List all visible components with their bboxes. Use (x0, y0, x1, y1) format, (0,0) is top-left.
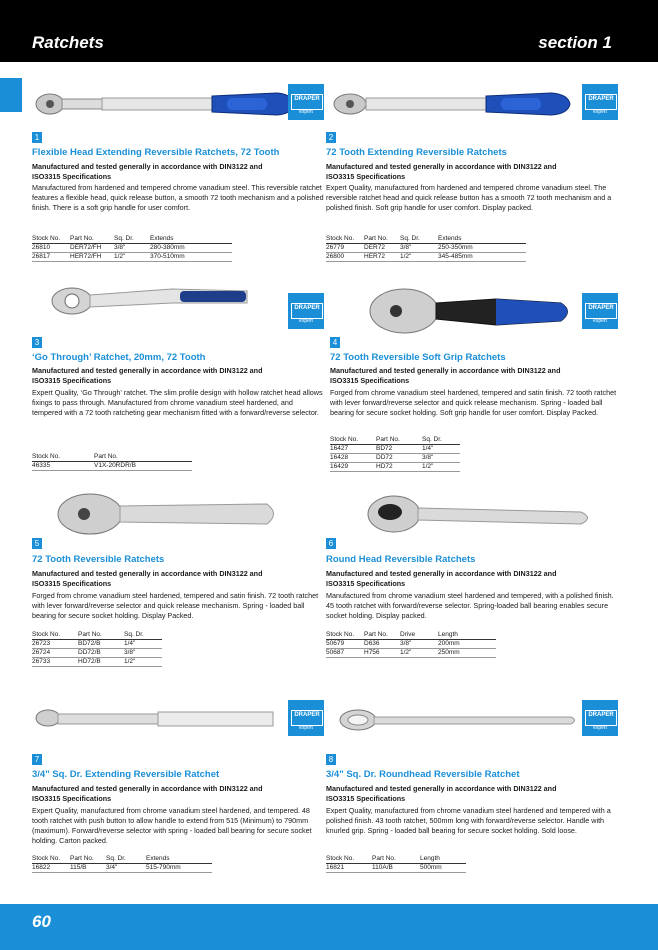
product-number: 6 (326, 538, 336, 549)
spec-table: Stock No. Part No. Sq. Dr. 16427 BD72 1/4" 16428 DD72 3/8" 16429 HD72 1/2" (330, 436, 460, 472)
page-footer (0, 904, 658, 950)
table-row: 26724 DD72/B 3/8" (32, 649, 162, 658)
spec-table: Stock No. Part No. Sq. Dr. 26723 BD72/B 1/4" 26724 DD72/B 3/8" 26733 HD72/B 1/2" (32, 631, 162, 667)
product-7-image (32, 700, 324, 752)
spec-table: Stock No. Part No. Sq. Dr. Extends 26779 DER72 3/8" 250-350mm 26800 HER72 1/2" 345-485mm (326, 235, 526, 262)
product-title: 3/4" Sq. Dr. Extending Reversible Ratchet (32, 769, 220, 780)
page-header (0, 0, 658, 62)
table-row: 26810 DER72/FH 3/8" 280-380mm (32, 244, 232, 253)
product-number: 1 (32, 132, 42, 143)
product-6-image (326, 492, 618, 544)
product-title: ‘Go Through’ Ratchet, 20mm, 72 Tooth (32, 352, 206, 363)
product-1-image (32, 78, 324, 130)
product-title: Flexible Head Extending Reversible Ratchets, 72 Tooth (32, 147, 280, 158)
standard-line-2: ISO3315 Specifications (326, 579, 406, 588)
product-title: 3/4" Sq. Dr. Roundhead Reversible Ratchet (326, 769, 520, 780)
product-description: Expert Quality, manufactured from hardened and tempered chrome vanadium steel. The reversible ratchet head and quick release button has a smooth 72 tooth mechanism and a polished finish. Soft grip handle for user comfort. Display packed. (326, 183, 612, 212)
draper-expert-logo: DRAPER expert (288, 293, 324, 329)
product-title: 72 Tooth Extending Reversible Ratchets (326, 147, 507, 158)
table-row: 26817 HER72/FH 1/2" 370-510mm (32, 253, 232, 262)
table-row: 16822 115/B 3/4" 515-790mm (32, 864, 212, 873)
table-row: 16427 BD72 1/4" (330, 445, 460, 454)
product-4 (326, 285, 618, 485)
product-description: Forged from chrome vanadium steel hardened, tempered and satin finish. 72 tooth ratchet with lever forward/reverse selector and quick release mechanism. Spring - loaded ball bearing for secure socket holding. Soft grip handle for user comfort. Display Packed. (330, 388, 617, 417)
draper-expert-logo: DRAPER expert (288, 84, 324, 120)
table-row: 26733 HD72/B 1/2" (32, 658, 162, 667)
table-row: 50687 H756 1/2" 250mm (326, 649, 496, 658)
product-2 (326, 78, 618, 268)
table-row: 26779 DER72 3/8" 250-350mm (326, 244, 526, 253)
product-number: 4 (330, 337, 340, 348)
product-number: 2 (326, 132, 336, 143)
draper-expert-logo: DRAPER expert (582, 84, 618, 120)
standard-line-1: Manufactured and tested generally in accordance with DIN3122 and (326, 162, 557, 171)
product-description: Expert Quality, manufactured from chrome vanadium steel hardened, and tempered. 48 tooth ratchet with push button to allow handle to extend from 515 (Minimum) to 790mm (maximum). Forward/reverse selector with spring - loaded ball bearing for secure socket holding. Carton packed. (32, 806, 312, 845)
product-number: 5 (32, 538, 42, 549)
standard-line-2: ISO3315 Specifications (326, 794, 406, 803)
standard-line-2: ISO3315 Specifications (32, 172, 112, 181)
side-tab (0, 78, 22, 112)
product-7 (32, 700, 324, 895)
draper-expert-logo: DRAPER expert (582, 700, 618, 736)
product-number: 7 (32, 754, 42, 765)
standard-line-2: ISO3315 Specifications (32, 376, 112, 385)
spec-table: Stock No. Part No. Sq. Dr. Extends 26810 DER72/FH 3/8" 280-380mm 26817 HER72/FH 1/2" 370-510mm (32, 235, 232, 262)
product-title: 72 Tooth Reversible Ratchets (32, 554, 165, 565)
product-1 (32, 78, 324, 268)
spec-table: Stock No. Part No. 46335 V1X-20RDR/B (32, 453, 192, 471)
product-description: Expert Quality, ‘Go Through’ ratchet. The slim profile design with hollow ratchet head allows fixings to pass through. Manufactured from chrome vanadium steel hardened, and tempered with a 72 tooth ratcheting gear mechanism fitted with a forward/reverse selector. (32, 388, 323, 417)
standard-line-2: ISO3315 Specifications (326, 172, 406, 181)
draper-expert-logo: DRAPER expert (582, 293, 618, 329)
product-8-image (326, 700, 618, 752)
product-8 (326, 700, 618, 895)
table-row: 16821 110A/B 500mm (326, 864, 466, 873)
standard-line-1: Manufactured and tested generally in accordance with DIN3122 and (32, 162, 263, 171)
product-3-image (32, 285, 324, 337)
product-5 (32, 492, 324, 692)
standard-line-2: ISO3315 Specifications (330, 376, 410, 385)
page-number: 60 (32, 912, 51, 931)
standard-line-1: Manufactured and tested generally in accordance with DIN3122 and (32, 366, 263, 375)
standard-line-2: ISO3315 Specifications (32, 794, 112, 803)
standard-line-1: Manufactured and tested generally in accordance with DIN3122 and (330, 366, 561, 375)
spec-table: Stock No. Part No. Drive Length 50679 D636 3/8" 200mm 50687 H756 1/2" 250mm (326, 631, 496, 658)
standard-line-2: ISO3315 Specifications (32, 579, 112, 588)
standard-line-1: Manufactured and tested generally in accordance with DIN3122 and (32, 569, 263, 578)
table-row: 26723 BD72/B 1/4" (32, 640, 162, 649)
draper-expert-logo: DRAPER expert (288, 700, 324, 736)
product-description: Manufactured from chrome vanadium steel hardened and tempered, with a polished finish. 45 tooth ratchet with forward/reverse selector. Spring-loaded ball bearing enables secure socket holding. Display packed. (326, 591, 614, 620)
product-title: 72 Tooth Reversible Soft Grip Ratchets (330, 352, 506, 363)
standard-line-1: Manufactured and tested generally in accordance with DIN3122 and (326, 784, 557, 793)
product-4-image (326, 285, 618, 337)
product-6 (326, 492, 618, 692)
product-5-image (32, 492, 324, 544)
product-3 (32, 285, 324, 485)
product-title: Round Head Reversible Ratchets (326, 554, 476, 565)
spec-table: Stock No. Part No. Sq. Dr. Extends 16822 115/B 3/4" 515-790mm (32, 855, 212, 873)
product-number: 3 (32, 337, 42, 348)
table-row: 16429 HD72 1/2" (330, 463, 460, 472)
product-number: 8 (326, 754, 336, 765)
table-row: 16428 DD72 3/8" (330, 454, 460, 463)
table-row: 46335 V1X-20RDR/B (32, 462, 192, 471)
product-description: Expert Quality, manufactured from chrome vanadium steel hardened and tempered with a polished finish. 43 tooth ratchet, 500mm long with forward/reverse selector. Handle with knurled grip. Spring - loaded ball bearing for secure socket holding. Sold loose. (326, 806, 611, 835)
section-label: section 1 (538, 33, 612, 52)
standard-line-1: Manufactured and tested generally in accordance with DIN3122 and (326, 569, 557, 578)
product-2-image (326, 78, 618, 130)
product-description: Forged from chrome vanadium steel hardened, tempered and satin finish. 72 tooth ratchet with lever forward/reverse selector and quick release mechanism. Spring - loaded ball bearing for secure socket holding. Display Packed. (32, 591, 319, 620)
product-description: Manufactured from hardened and tempered chrome vanadium steel. This reversible ratchet features a flexible head, quick release button, a smooth 72 tooth mechanism and a polished finish. There is a soft grip handle for user comfort. (32, 183, 324, 212)
spec-table: Stock No. Part No. Length 16821 110A/B 500mm (326, 855, 466, 873)
page-title: Ratchets (32, 33, 104, 52)
standard-line-1: Manufactured and tested generally in accordance with DIN3122 and (32, 784, 263, 793)
table-row: 26800 HER72 1/2" 345-485mm (326, 253, 526, 262)
table-row: 50679 D636 3/8" 200mm (326, 640, 496, 649)
